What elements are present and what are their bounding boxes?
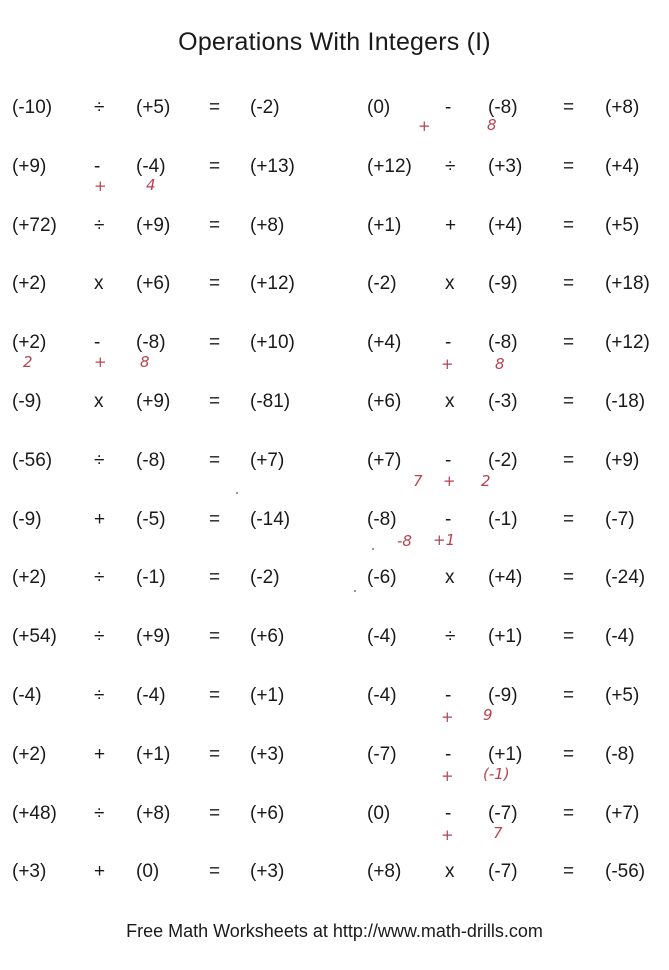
- problem-row: [355, 80, 665, 139]
- answer: (+7): [250, 449, 285, 471]
- problem-row: [355, 139, 665, 198]
- second-operand: (-3): [488, 390, 518, 412]
- handwritten-note: +: [443, 471, 456, 490]
- problem-row: [8, 844, 338, 903]
- answer: (+12): [250, 273, 295, 295]
- problem-row: [8, 433, 338, 492]
- answer: (+6): [250, 802, 285, 824]
- equals-sign: =: [209, 861, 221, 883]
- first-operand: (+8): [367, 861, 402, 883]
- second-operand: (-4): [136, 155, 166, 177]
- problem-row: [8, 550, 338, 609]
- scan-speck: [354, 590, 356, 592]
- first-operand: (+7): [367, 449, 402, 471]
- operator-sign: x: [94, 390, 104, 412]
- operator-sign: ÷: [445, 626, 456, 648]
- problem-row: [8, 492, 338, 551]
- operator-sign: ÷: [445, 155, 456, 177]
- answer: (+13): [250, 155, 295, 177]
- answer: (+4): [605, 155, 640, 177]
- operator-sign: ÷: [94, 567, 105, 589]
- equals-sign: =: [563, 861, 575, 883]
- answer: (-18): [605, 390, 646, 412]
- equals-sign: =: [209, 97, 221, 118]
- answer: (+7): [605, 802, 640, 824]
- second-operand: (+4): [488, 567, 523, 589]
- equals-sign: =: [563, 743, 575, 765]
- handwritten-note: 7: [413, 471, 423, 490]
- second-operand: (+9): [136, 390, 171, 412]
- problem-row: [355, 198, 665, 257]
- first-operand: (+2): [12, 273, 47, 295]
- handwritten-note: +1: [433, 530, 456, 549]
- equals-sign: =: [563, 155, 575, 177]
- answer: (-81): [250, 390, 291, 412]
- operator-sign: x: [94, 273, 104, 295]
- second-operand: (+3): [488, 155, 523, 177]
- problem-row: [8, 609, 338, 668]
- equals-sign: =: [209, 567, 221, 589]
- problem-row: [355, 668, 665, 727]
- operator-sign: -: [445, 684, 452, 706]
- answer: (+18): [605, 273, 650, 295]
- equals-sign: =: [209, 155, 221, 177]
- right-problem-column: [355, 80, 665, 903]
- equals-sign: =: [563, 449, 575, 471]
- page-title: Operations With Integers (I): [178, 28, 491, 56]
- problem-row: [355, 786, 665, 845]
- equals-sign: =: [209, 626, 221, 648]
- answer: (+8): [250, 214, 285, 236]
- answer: (+12): [605, 332, 650, 354]
- first-operand: (-2): [367, 273, 397, 295]
- handwritten-note: 7: [493, 823, 503, 842]
- second-operand: (+9): [136, 214, 171, 236]
- answer: (+10): [250, 332, 295, 354]
- problem-row: [8, 315, 338, 374]
- operator-sign: -: [445, 332, 452, 354]
- handwritten-note: +: [441, 707, 454, 726]
- operator-sign: +: [445, 214, 457, 236]
- problem-row: [8, 668, 338, 727]
- second-operand: (+6): [136, 273, 171, 295]
- operator-sign: -: [445, 97, 452, 118]
- operator-sign: -: [445, 449, 452, 471]
- equals-sign: =: [209, 273, 221, 295]
- answer: (-56): [605, 861, 646, 883]
- handwritten-note: +: [441, 825, 454, 844]
- handwritten-note: 8: [140, 353, 150, 372]
- first-operand: (+9): [12, 155, 47, 177]
- equals-sign: =: [209, 332, 221, 354]
- second-operand: (+4): [488, 214, 523, 236]
- first-operand: (+12): [367, 155, 412, 177]
- left-problem-column: [8, 80, 338, 903]
- operator-sign: -: [94, 155, 101, 177]
- first-operand: (0): [367, 97, 391, 118]
- first-operand: (-4): [367, 684, 397, 706]
- handwritten-note: +: [441, 766, 454, 785]
- second-operand: (+8): [136, 802, 171, 824]
- operator-sign: ÷: [94, 97, 105, 118]
- first-operand: (-8): [367, 508, 397, 530]
- second-operand: (+9): [136, 626, 171, 648]
- problem-row: [8, 727, 338, 786]
- operator-sign: x: [445, 861, 455, 883]
- answer: (+3): [250, 861, 285, 883]
- second-operand: (+1): [136, 743, 171, 765]
- equals-sign: =: [563, 214, 575, 236]
- operator-sign: ÷: [94, 626, 105, 648]
- first-operand: (+3): [12, 861, 47, 883]
- answer: (-4): [605, 626, 635, 648]
- equals-sign: =: [563, 332, 575, 354]
- operator-sign: -: [445, 802, 452, 824]
- first-operand: (-9): [12, 390, 42, 412]
- handwritten-note: +: [418, 117, 431, 135]
- equals-sign: =: [563, 97, 575, 118]
- first-operand: (+2): [12, 332, 47, 354]
- first-operand: (-56): [12, 449, 53, 471]
- answer: (-2): [250, 567, 280, 589]
- problem-row: [355, 256, 665, 315]
- operator-sign: x: [445, 567, 455, 589]
- handwritten-note: 8: [487, 116, 497, 134]
- problem-row: [355, 315, 665, 374]
- handwritten-note: +: [94, 176, 107, 195]
- problem-row: [355, 492, 665, 551]
- operator-sign: ÷: [94, 214, 105, 236]
- first-operand: (-6): [367, 567, 397, 589]
- first-operand: (0): [367, 802, 391, 824]
- second-operand: (0): [136, 861, 160, 883]
- second-operand: (-8): [136, 449, 166, 471]
- first-operand: (+48): [12, 802, 57, 824]
- operator-sign: x: [445, 390, 455, 412]
- problem-row: [8, 198, 338, 257]
- first-operand: (-4): [12, 684, 42, 706]
- handwritten-note: 9: [483, 705, 493, 724]
- handwritten-note: (-1): [483, 764, 510, 783]
- equals-sign: =: [209, 743, 221, 765]
- first-operand: (+2): [12, 743, 47, 765]
- operator-sign: ÷: [94, 449, 105, 471]
- first-operand: (+4): [367, 332, 402, 354]
- operator-sign: -: [445, 508, 452, 530]
- second-operand: (+1): [488, 743, 523, 765]
- equals-sign: =: [563, 626, 575, 648]
- problem-row: [355, 374, 665, 433]
- answer: (+9): [605, 449, 640, 471]
- problem-row: [8, 256, 338, 315]
- equals-sign: =: [563, 567, 575, 589]
- first-operand: (+72): [12, 214, 57, 236]
- answer: (+5): [605, 684, 640, 706]
- operator-sign: -: [94, 332, 101, 354]
- problem-row: [8, 80, 338, 139]
- first-operand: (-9): [12, 508, 42, 530]
- second-operand: (-7): [488, 861, 518, 883]
- equals-sign: =: [209, 390, 221, 412]
- handwritten-note: 2: [481, 471, 491, 490]
- answer: (-24): [605, 567, 646, 589]
- equals-sign: =: [209, 214, 221, 236]
- operator-sign: +: [94, 743, 106, 765]
- handwritten-note: 8: [495, 355, 505, 374]
- problem-row: [355, 550, 665, 609]
- first-operand: (-7): [367, 743, 397, 765]
- equals-sign: =: [209, 508, 221, 530]
- equals-sign: =: [209, 684, 221, 706]
- scan-speck: [372, 548, 374, 550]
- answer: (+8): [605, 97, 640, 118]
- problem-row: [8, 786, 338, 845]
- problem-row: [8, 139, 338, 198]
- second-operand: (-8): [136, 332, 166, 354]
- handwritten-note: +: [441, 355, 454, 374]
- second-operand: (-9): [488, 684, 518, 706]
- second-operand: (+5): [136, 97, 171, 118]
- second-operand: (-7): [488, 802, 518, 824]
- second-operand: (-1): [136, 567, 166, 589]
- problem-row: [355, 844, 665, 903]
- equals-sign: =: [209, 802, 221, 824]
- handwritten-note: 4: [146, 175, 156, 194]
- first-operand: (+6): [367, 390, 402, 412]
- problem-row: [355, 609, 665, 668]
- first-operand: (-10): [12, 97, 53, 118]
- second-operand: (+1): [488, 626, 523, 648]
- answer: (+6): [250, 626, 285, 648]
- equals-sign: =: [563, 390, 575, 412]
- operator-sign: ÷: [94, 684, 105, 706]
- answer: (-14): [250, 508, 291, 530]
- problem-row: [8, 374, 338, 433]
- answer: (-8): [605, 743, 635, 765]
- second-operand: (-4): [136, 684, 166, 706]
- second-operand: (-5): [136, 508, 166, 530]
- answer: (-7): [605, 508, 635, 530]
- equals-sign: =: [563, 273, 575, 295]
- second-operand: (-8): [488, 97, 518, 118]
- equals-sign: =: [563, 684, 575, 706]
- equals-sign: =: [209, 449, 221, 471]
- second-operand: (-9): [488, 273, 518, 295]
- second-operand: (-8): [488, 332, 518, 354]
- equals-sign: =: [563, 508, 575, 530]
- first-operand: (+1): [367, 214, 402, 236]
- operator-sign: x: [445, 273, 455, 295]
- second-operand: (-1): [488, 508, 518, 530]
- first-operand: (+54): [12, 626, 57, 648]
- first-operand: (-4): [367, 626, 397, 648]
- operator-sign: +: [94, 861, 106, 883]
- answer: (+3): [250, 743, 285, 765]
- handwritten-note: 2: [23, 353, 33, 372]
- scan-speck: [236, 492, 238, 494]
- handwritten-note: -8: [397, 531, 412, 550]
- first-operand: (+2): [12, 567, 47, 589]
- equals-sign: =: [563, 802, 575, 824]
- answer: (-2): [250, 97, 280, 118]
- problem-row: [355, 433, 665, 492]
- answer: (+1): [250, 684, 285, 706]
- operator-sign: -: [445, 743, 452, 765]
- footer-text: Free Math Worksheets at http://www.math-drills.com: [126, 921, 543, 941]
- answer: (+5): [605, 214, 640, 236]
- operator-sign: +: [94, 508, 106, 530]
- problem-row: [355, 727, 665, 786]
- handwritten-note: +: [94, 353, 107, 372]
- second-operand: (-2): [488, 449, 518, 471]
- operator-sign: ÷: [94, 802, 105, 824]
